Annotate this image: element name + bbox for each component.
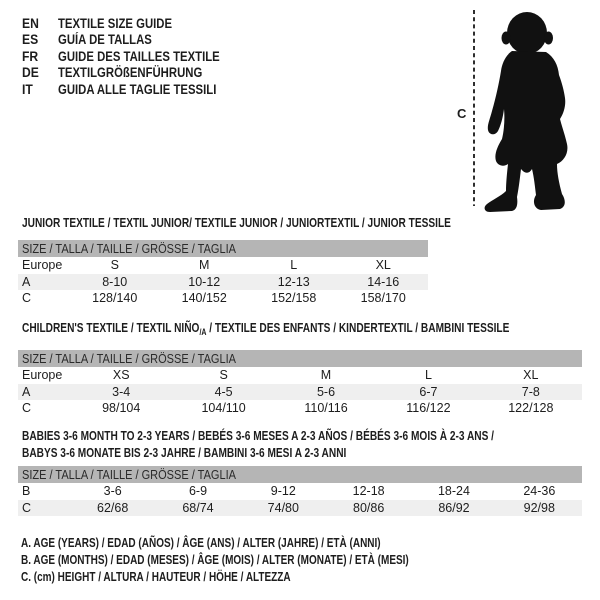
row-label: Europe xyxy=(22,368,63,383)
table-row xyxy=(18,367,582,384)
children-table-title xyxy=(22,320,509,335)
junior-table-title: JUNIOR TEXTILE / TEXTIL JUNIOR/ TEXTILE JUNIOR / JUNIORTEXTIL / JUNIOR TESSILE xyxy=(22,215,451,230)
language-row xyxy=(22,48,251,65)
size-cell: 68/74 xyxy=(182,500,214,515)
table-row xyxy=(18,384,582,401)
size-header-bar xyxy=(18,240,428,257)
size-header-label: SIZE / TALLA / TAILLE / GRÖSSE / TAGLIA xyxy=(22,351,236,366)
language-title: TEXTILE SIZE GUIDE xyxy=(58,15,173,31)
language-row xyxy=(22,15,251,32)
size-cell: S xyxy=(110,258,119,273)
size-cell: 18-24 xyxy=(437,484,470,499)
size-cell: 7-8 xyxy=(521,384,540,399)
size-cell: 158/170 xyxy=(360,291,406,306)
size-cell: 14-16 xyxy=(367,274,400,289)
size-cell: 98/104 xyxy=(102,401,141,416)
size-cell: 10-12 xyxy=(188,274,221,289)
size-cell: L xyxy=(424,368,432,383)
size-cell: 3-6 xyxy=(103,484,122,499)
row-label: A xyxy=(22,274,31,289)
row-label: Europe xyxy=(22,258,63,273)
babies-title-line1: BABIES 3-6 MONTH TO 2-3 YEARS / BEBÉS 3-6 MESES A 2-3 AÑOS / BÉBÉS 3-6 MOIS À 2-3 ANS / xyxy=(22,428,494,443)
row-label: C xyxy=(22,500,32,515)
table-row xyxy=(18,400,582,417)
language-row xyxy=(22,32,251,49)
size-cell: 5-6 xyxy=(316,384,336,399)
babies-table-title xyxy=(22,427,494,461)
baby-silhouette-icon xyxy=(480,7,580,212)
language-title-list xyxy=(22,15,251,98)
size-cell: 12-18 xyxy=(352,484,385,499)
table-row xyxy=(18,274,428,291)
size-cell: XL xyxy=(523,368,539,383)
size-cell: 24-36 xyxy=(523,484,556,499)
language-title: TEXTILGRÖßENFÜHRUNG xyxy=(58,65,203,81)
size-cell: M xyxy=(199,258,210,273)
language-code: FR xyxy=(22,48,39,64)
size-cell: 6-7 xyxy=(419,384,438,399)
size-cell: 104/110 xyxy=(201,401,246,416)
language-row xyxy=(22,65,251,82)
children-title-subscript: /A xyxy=(199,327,207,337)
row-label: B xyxy=(22,484,31,499)
size-cell: L xyxy=(290,258,298,273)
row-label: C xyxy=(22,401,32,416)
size-cell: 6-9 xyxy=(188,484,208,499)
babies-title-line2: BABYS 3-6 MONATE BIS 2-3 JAHRE / BAMBINI 3-6 MESI A 2-3 ANNI xyxy=(22,445,347,460)
table-row xyxy=(18,483,582,500)
size-cell: 74/80 xyxy=(267,500,299,515)
footnote-legend xyxy=(21,535,506,586)
row-label: C xyxy=(22,291,32,306)
language-row xyxy=(22,81,251,98)
size-cell: 110/116 xyxy=(304,401,348,416)
size-cell: 9-12 xyxy=(270,484,296,499)
size-cell: S xyxy=(219,368,228,383)
language-code: IT xyxy=(22,81,33,97)
babies-size-table xyxy=(18,466,582,516)
size-cell: XS xyxy=(112,368,130,383)
size-cell: 8-10 xyxy=(102,274,128,289)
size-header-bar xyxy=(18,466,582,483)
size-cell: 3-4 xyxy=(112,384,131,399)
size-cell: 12-13 xyxy=(277,274,310,289)
size-cell: 4-5 xyxy=(214,384,233,399)
size-header-label: SIZE / TALLA / TAILLE / GRÖSSE / TAGLIA xyxy=(22,467,236,482)
size-header-bar xyxy=(18,350,582,367)
language-code: ES xyxy=(22,32,39,48)
size-cell: 152/158 xyxy=(271,291,317,306)
children-size-table xyxy=(18,350,582,417)
language-code: DE xyxy=(22,65,39,81)
language-title: GUÍA DE TALLAS xyxy=(58,32,152,48)
children-title-part2: / TEXTILE DES ENFANTS / KINDERTEXTIL / BAMBINI TESSILE xyxy=(206,320,510,335)
table-row xyxy=(18,290,428,307)
size-cell: 92/98 xyxy=(523,500,555,515)
height-marker-label: C xyxy=(457,106,467,121)
size-cell: 140/152 xyxy=(181,291,227,306)
size-cell: 116/122 xyxy=(406,401,451,416)
height-dashed-line xyxy=(472,10,476,206)
size-cell: 86/92 xyxy=(438,500,470,515)
size-header-label: SIZE / TALLA / TAILLE / GRÖSSE / TAGLIA xyxy=(22,241,236,256)
footnote-a: A. AGE (YEARS) / EDAD (AÑOS) / ÂGE (ANS) / ALTER (JAHRE) / ETÀ (ANNI) xyxy=(21,536,381,550)
footnote-b: B. AGE (MONTHS) / EDAD (MESES) / ÂGE (MOIS) / ALTER (MONATE) / ETÀ (MESI) xyxy=(21,553,409,567)
size-cell: 122/128 xyxy=(508,401,554,416)
size-cell: M xyxy=(320,368,332,383)
table-row xyxy=(18,500,582,517)
size-cell: 128/140 xyxy=(92,291,138,306)
table-row xyxy=(18,257,428,274)
children-title-part1: CHILDREN'S TEXTILE / TEXTIL NIÑO xyxy=(22,320,200,335)
size-cell: 80/86 xyxy=(353,500,385,515)
language-code: EN xyxy=(22,15,39,31)
junior-size-table xyxy=(18,240,428,307)
size-cell: XL xyxy=(375,258,391,273)
footnote-c: C. (cm) HEIGHT / ALTURA / HAUTEUR / HÖHE / ALTEZZA xyxy=(21,570,291,584)
size-cell: 62/68 xyxy=(97,500,129,515)
language-title: GUIDA ALLE TAGLIE TESSILI xyxy=(58,81,217,97)
row-label: A xyxy=(22,384,31,399)
language-title: GUIDE DES TAILLES TEXTILE xyxy=(58,48,220,64)
